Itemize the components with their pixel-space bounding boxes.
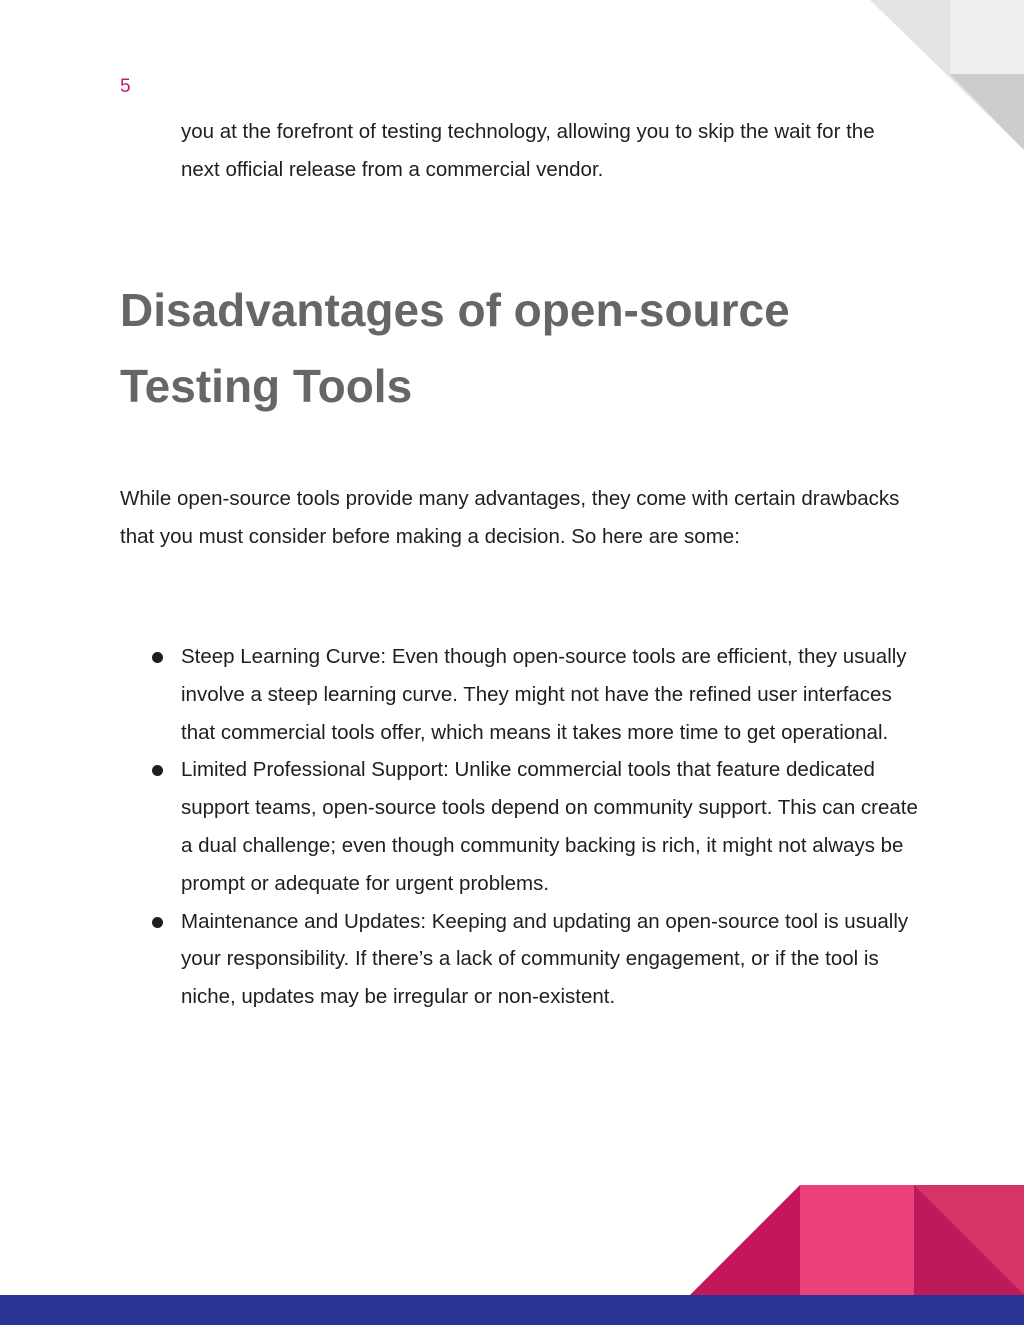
section-heading-line2: Testing Tools [120, 360, 413, 412]
accent-pink-block [800, 1185, 914, 1295]
intro-paragraph: While open-source tools provide many advantages, they come with certain drawbacks that you must consider before making a decision. So here are some: [120, 487, 900, 548]
page-number: 5 [120, 76, 131, 97]
section-heading [120, 272, 920, 424]
list-item [120, 751, 920, 902]
list-item-text: Maintenance and Updates: Keeping and updating an open-source tool is usually your responsibility. If there’s a lack of community engagement, or if the tool is niche, updates may be irregular or non-existent. [181, 909, 909, 1009]
footer-band [0, 1295, 1024, 1325]
section-heading-line1: Disadvantages of open-source [120, 284, 790, 336]
list-item-text: Limited Professional Support: Unlike commercial tools that feature dedicated support teams, open-source tools depend on community support. This can create a dual challenge; even though community backing is rich, it might not always be prompt or adequate for urgent problems. [181, 758, 918, 895]
list-item [120, 903, 920, 1016]
corner-gray-square [950, 0, 1024, 74]
accent-crimson-triangle [690, 1185, 800, 1295]
bullet-icon [152, 652, 163, 663]
list-item-text: Steep Learning Curve: Even though open-source tools are efficient, they usually involve a steep learning curve. They might not have the refined user interfaces that commercial tools offer, which means it takes more time to get operational. [181, 645, 907, 744]
list-item [120, 638, 920, 751]
continued-paragraph: you at the forefront of testing technology, allowing you to skip the wait for the next official release from a commercial vendor. [181, 120, 875, 181]
bottom-corner-decoration [690, 1185, 1024, 1295]
bullet-icon [152, 765, 163, 776]
disadvantages-list [120, 638, 920, 1016]
bullet-icon [152, 917, 163, 928]
